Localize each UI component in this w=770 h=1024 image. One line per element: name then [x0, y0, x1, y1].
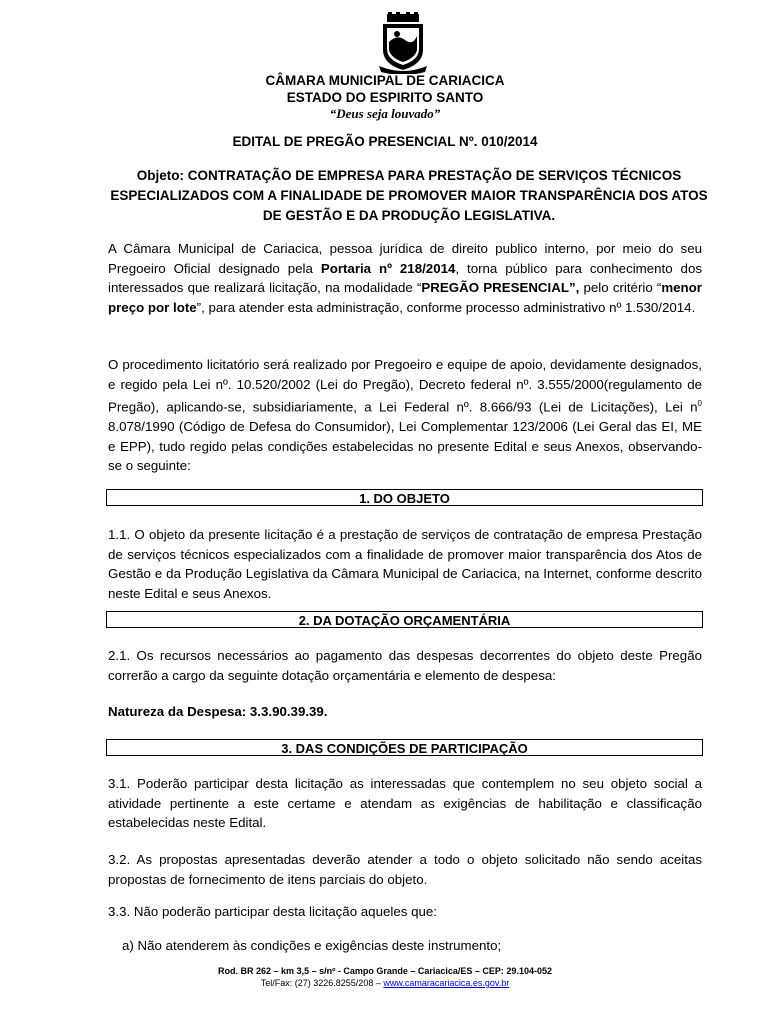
modalidade: PREGÃO PRESENCIAL”,	[421, 280, 580, 296]
text-span: A Câmara Municipal de Cariacica, pessoa jurídica de direito publico interno, por meio do seu Pregoeiro Oficial designado pela	[108, 241, 702, 276]
objeto-statement: Objeto: CONTRATAÇÃO DE EMPRESA PARA PRESTAÇÃO DE SERVIÇOS TÉCNICOS ESPECIALIZADOS COM A FINALIDADE DE PROMOVER MAIOR TRANSPARÊNCIA DOS ATOS DE GESTÃO E DA PRODUÇÃO LEGISLATIVA.	[110, 168, 708, 223]
section-3-heading: 3. DAS CONDIÇÕES DE PARTICIPAÇÃO	[106, 739, 703, 756]
text-span: ”, para atender esta administração, conforme processo administrativo nº 1.530/2014.	[196, 299, 696, 315]
footer-website-link[interactable]: www.camaracariacica.es.gov.br	[383, 978, 510, 988]
portaria-ref: Portaria nº 218/2014	[320, 260, 456, 276]
section-2-heading: 2. DA DOTAÇÃO ORÇAMENTÁRIA	[106, 611, 703, 628]
text-span: 8.078/1990 (Código de Defesa do Consumidor), Lei Complementar 123/2006 (Lei Geral das EI, ME e EPP), tudo regido pelas condições estabelecidas no presente Edital e seus Anexos, observando-se o seguinte:	[108, 419, 702, 474]
criterio: menor preço por lote	[108, 280, 702, 315]
section-3-paragraph-2: 3.2. As propostas apresentadas deverão atender a todo o objeto solicitado não sendo aceitas propostas de fornecimento de itens parciais do objeto.	[108, 852, 702, 887]
text-span: pelo critério “	[579, 280, 662, 296]
footer-phone: Tel/Fax: (27) 3226.8255/208 –	[260, 978, 384, 988]
footer-contact	[0, 978, 770, 988]
org-name: CÂMARA MUNICIPAL DE CARIACICA	[265, 73, 505, 88]
section-2-paragraph: 2.1. Os recursos necessários ao pagamento das despesas decorrentes do objeto deste Pregão correrão a cargo da seguinte dotação orçamentária e elemento de despesa:	[108, 648, 702, 683]
section-1-heading: 1. DO OBJETO	[106, 489, 703, 506]
municipal-crest-icon	[375, 12, 431, 74]
section-1-paragraph: 1.1. O objeto da presente licitação é a prestação de serviços de contratação de empresa Prestação de serviços técnicos especializados com a finalidade de promover maior transparência dos Atos de Gestão e da Produção Legislativa da Câmara Municipal de Cariacica, na Internet, conforme descrito neste Edital e seus Anexos.	[108, 527, 702, 601]
text-span: O procedimento licitatório será realizado por Pregoeiro e equipe de apoio, devidamente designados, e regido pela Lei nº. 10.520/2002 (Lei do Pregão), Decreto federal nº. 3.555/2000(regulamento de Pregão), aplicando-se, subsidiariamente, a Lei Federal nº. 8.666/93 (Lei de Licitações), Lei n	[108, 357, 702, 415]
document-title: EDITAL DE PREGÃO PRESENCIAL Nº. 010/2014	[232, 134, 538, 149]
footer-address: Rod. BR 262 – km 3,5 – s/nº - Campo Grande – Cariacica/ES – CEP: 29.104-052	[218, 966, 552, 976]
section-3-paragraph-3: 3.3. Não poderão participar desta licitação aqueles que:	[108, 904, 437, 919]
intro-paragraph-1	[108, 239, 702, 317]
section-3-item-a: a) Não atenderem às condições e exigências deste instrumento;	[122, 938, 502, 953]
text-span: , torna público para conhecimento dos interessados que realizará licitação, na modalidade “	[108, 260, 702, 296]
motto: “Deus seja louvado”	[329, 106, 441, 121]
natureza-despesa: Natureza da Despesa: 3.3.90.39.39.	[108, 704, 328, 719]
superscript: 0	[697, 399, 702, 409]
intro-paragraph-2	[108, 355, 702, 476]
state-name: ESTADO DO ESPIRITO SANTO	[286, 90, 484, 105]
section-3-paragraph-1: 3.1. Poderão participar desta licitação as interessadas que contemplem no seu objeto social a atividade pertinente a este certame e atendam as exigências de habilitação e classificação estabelecidas neste Edital.	[108, 776, 702, 831]
